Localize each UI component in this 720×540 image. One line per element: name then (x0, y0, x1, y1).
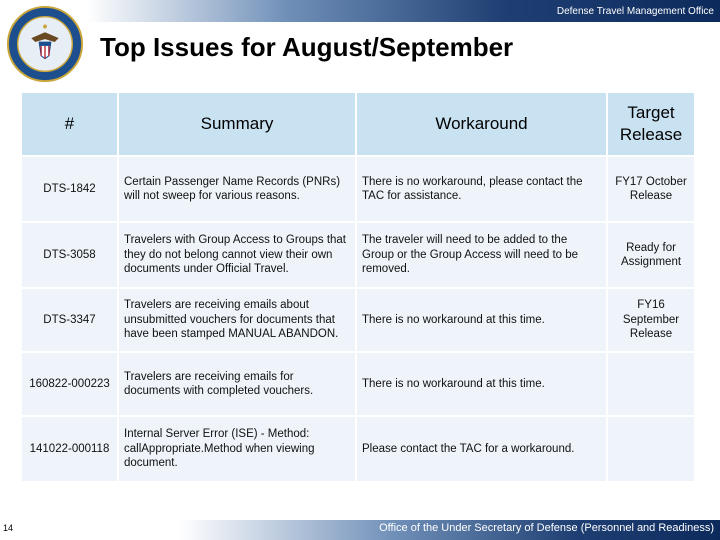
issue-summary: Travelers are receiving emails for documents with completed vouchers. (119, 353, 355, 415)
issue-workaround: The traveler will need to be added to the Group or the Group Access will need to be removed. (357, 223, 606, 287)
issue-id: 160822-000223 (22, 353, 117, 415)
issue-target-release (608, 417, 694, 481)
table-row (22, 157, 694, 221)
issue-id: DTS-3347 (22, 289, 117, 351)
issue-id: DTS-3058 (22, 223, 117, 287)
page-number: 14 (3, 523, 14, 533)
issues-table (20, 91, 696, 483)
table-row (22, 417, 694, 481)
issue-workaround: There is no workaround at this time. (357, 353, 606, 415)
table-row (22, 223, 694, 287)
column-header-summary: Summary (119, 93, 355, 155)
table-header-row (22, 93, 694, 155)
issue-summary: Certain Passenger Name Records (PNRs) will not sweep for various reasons. (119, 157, 355, 221)
table-row (22, 289, 694, 351)
issue-workaround: Please contact the TAC for a workaround. (357, 417, 606, 481)
issue-summary: Travelers are receiving emails about unsubmitted vouchers for documents that have been stamped MANUAL ABANDON. (119, 289, 355, 351)
issue-target-release (608, 353, 694, 415)
table-row (22, 353, 694, 415)
office-name-bottom: Office of the Under Secretary of Defense (Personnel and Readiness) (379, 522, 714, 534)
page-title: Top Issues for August/September (100, 32, 514, 62)
office-name-top: Defense Travel Management Office (556, 6, 714, 17)
issue-summary: Travelers with Group Access to Groups that they do not belong cannot view their own documents under Official Travel. (119, 223, 355, 287)
issue-id: DTS-1842 (22, 157, 117, 221)
issue-target-release: FY16 September Release (608, 289, 694, 351)
issue-target-release: Ready for Assignment (608, 223, 694, 287)
issue-summary: Internal Server Error (ISE) - Method: callAppropriate.Method when viewing document. (119, 417, 355, 481)
dod-seal-icon (6, 5, 84, 83)
column-header-target-release: Target Release (608, 93, 694, 155)
column-header-number: # (22, 93, 117, 155)
issue-workaround: There is no workaround, please contact the TAC for assistance. (357, 157, 606, 221)
column-header-workaround: Workaround (357, 93, 606, 155)
issue-target-release: FY17 October Release (608, 157, 694, 221)
issue-workaround: There is no workaround at this time. (357, 289, 606, 351)
issue-id: 141022-000118 (22, 417, 117, 481)
